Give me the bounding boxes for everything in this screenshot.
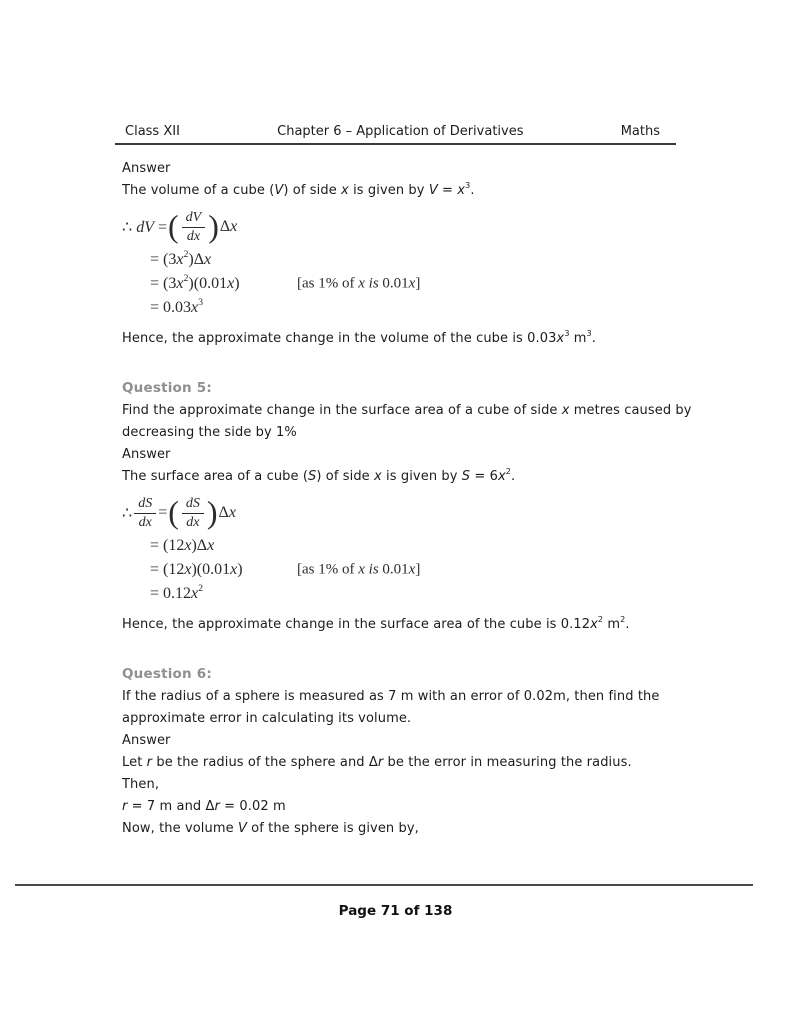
equation-term: = (158, 504, 168, 521)
fraction-denominator (186, 514, 199, 531)
superscript-text: 2 (597, 614, 604, 624)
q5-question-line-2: decreasing the side by 1% (122, 425, 297, 440)
italic-text: x (176, 275, 184, 292)
italic-text: x (207, 537, 215, 554)
italic-text: r (377, 755, 384, 770)
italic-text: dV (136, 219, 154, 236)
superscript-text: 2 (183, 272, 189, 284)
q6-answer-line-3: r = 7 m and Δr = 0.02 m (122, 799, 286, 814)
header-class-label: Class XII (125, 124, 180, 139)
equation-side-note: [as 1% of x is 0.01x] (297, 561, 421, 578)
italic-text: x (191, 585, 199, 602)
equation-expression (150, 248, 212, 269)
fraction-numerator (182, 496, 204, 514)
q4-equation-step-4 (122, 296, 682, 320)
q6-answer-line-1: Let r be the radius of the sphere and Δr be the error in measuring the radius. (122, 755, 632, 770)
italic-text: x (227, 275, 235, 292)
footer-rule (15, 884, 753, 886)
fraction-denominator (187, 228, 200, 245)
italic-text: is (368, 275, 379, 292)
italic-text: x (457, 183, 466, 198)
q6-question-line-1: If the radius of a sphere is measured as 7 m with an error of 0.02m, then find the (122, 689, 660, 704)
italic-text: x (590, 617, 598, 632)
equation-term: = (12x)Δx (150, 537, 215, 554)
equation-term: = $(3x^2)\Delta x$ (150, 248, 212, 268)
italic-text: V (428, 183, 438, 198)
q4-conclusion-line: Hence, the approximate change in the volume of the cube is $0.03x^3$ $m^3$. (122, 328, 597, 346)
q5-conclusion-line: Hence, the approximate change in the surface area of the cube is $0.12x^2$ $m^2$. (122, 614, 630, 632)
q5-intro-line: The surface area of a cube (S) of side x is given by $S = 6x^2$. (122, 466, 516, 484)
superscript-text: 2 (505, 466, 512, 476)
italic-text: dx (138, 514, 152, 530)
italic-text: r (122, 799, 128, 814)
superscript-text: 3 (564, 328, 570, 338)
italic-text: S (461, 469, 471, 484)
equation-term: = $(3x^2)(0.01x)$ (150, 272, 240, 292)
question-5-heading: Question 5: (122, 380, 212, 396)
q4-intro-line: The volume of a cube (V) of side x is given by $V = x^3$. (122, 180, 475, 198)
italic-text: x (358, 561, 365, 578)
italic-text: dx (186, 228, 201, 244)
q5-equation-step-2 (122, 534, 682, 558)
page-header (115, 124, 676, 145)
equation-expression (150, 537, 214, 555)
italic-text: is (368, 561, 379, 578)
page-number-label: Page 71 of 138 (338, 903, 453, 919)
italic-text: x (184, 561, 192, 578)
fraction (134, 496, 156, 531)
italic-text: x (497, 469, 506, 484)
equation-term: = $0.03x^3$ (150, 296, 204, 316)
italic-text: V (274, 183, 284, 198)
superscript-text: 3 (198, 296, 204, 308)
italic-text: S (308, 469, 317, 484)
italic-text: dS (185, 495, 200, 511)
q4-equation-step-1 (122, 206, 682, 248)
fraction (182, 210, 206, 245)
equation-expression (150, 296, 204, 317)
italic-text: x (204, 251, 212, 268)
italic-text: x (374, 469, 382, 484)
q6-answer-line-4: Now, the volume V of the sphere is given by, (122, 821, 419, 836)
italic-text: dV (185, 209, 202, 225)
italic-text: x (191, 299, 199, 316)
header-chapter-title: Chapter 6 – Application of Derivatives (277, 124, 524, 139)
equation-term: Δx (218, 504, 236, 521)
superscript-text: 3 (465, 180, 471, 190)
italic-text: dx (186, 514, 200, 530)
q5-equation-step-3 (122, 558, 682, 582)
equation-expression (150, 272, 240, 293)
fraction-numerator (134, 496, 156, 514)
document-body (122, 158, 692, 840)
equation-expression: ∴ $\frac{dS}{dx}$ = ( $\frac{dS}{dx}$ ) Δx (122, 494, 236, 530)
italic-text: x (184, 537, 192, 554)
q5-question-line-1: Find the approximate change in the surface area of a cube of side x metres caused by (122, 403, 692, 418)
answer-label-q4: Answer (122, 161, 171, 176)
equation-expression: ∴ dV = ( $\frac{dV}{dx}$ ) Δx (122, 208, 238, 244)
q6-question-line-2: approximate error in calculating its volume. (122, 711, 412, 726)
q5-equation-step-1 (122, 492, 682, 534)
italic-text: r (146, 755, 153, 770)
equation-expression (150, 561, 243, 579)
italic-text: dS (138, 495, 153, 511)
q4-equation-step-3 (122, 272, 682, 296)
italic-text: x (341, 183, 349, 198)
italic-text: x (228, 504, 236, 521)
italic-text: r (214, 799, 220, 814)
q5-equation-step-4 (122, 582, 682, 606)
q6-answer-line-2: Then, (122, 777, 160, 792)
equation-side-note: [as 1% of x is 0.01x] (297, 275, 421, 292)
fraction-numerator (182, 210, 206, 228)
italic-text: x (358, 275, 365, 292)
italic-text: x (408, 561, 416, 578)
italic-text: x (408, 275, 416, 292)
equation-expression (150, 582, 204, 603)
q4-equation-step-2 (122, 248, 682, 272)
italic-text: x (176, 251, 184, 268)
italic-text: V (237, 821, 247, 836)
italic-text: x (230, 561, 238, 578)
equation-term: ∴ (122, 505, 133, 522)
fraction-denominator (139, 514, 152, 531)
equation-term: ∴ dV = (122, 219, 167, 236)
superscript-text: 2 (198, 582, 204, 594)
equation-term: Δx (219, 218, 238, 235)
superscript-text: 2 (183, 248, 189, 260)
italic-text: x (230, 218, 238, 235)
superscript-text: 2 (620, 614, 626, 624)
equation-term: = $0.12x^2$ (150, 582, 204, 602)
superscript-text: 3 (586, 328, 592, 338)
equation-term: = (12x)(0.01x) (150, 561, 243, 578)
question-6-heading: Question 6: (122, 666, 212, 682)
answer-label-q5: Answer (122, 447, 171, 462)
italic-text: x (561, 403, 570, 418)
answer-label-q6: Answer (122, 733, 171, 748)
header-subject-label: Maths (620, 124, 660, 139)
italic-text: x (556, 331, 565, 346)
fraction (182, 496, 204, 531)
